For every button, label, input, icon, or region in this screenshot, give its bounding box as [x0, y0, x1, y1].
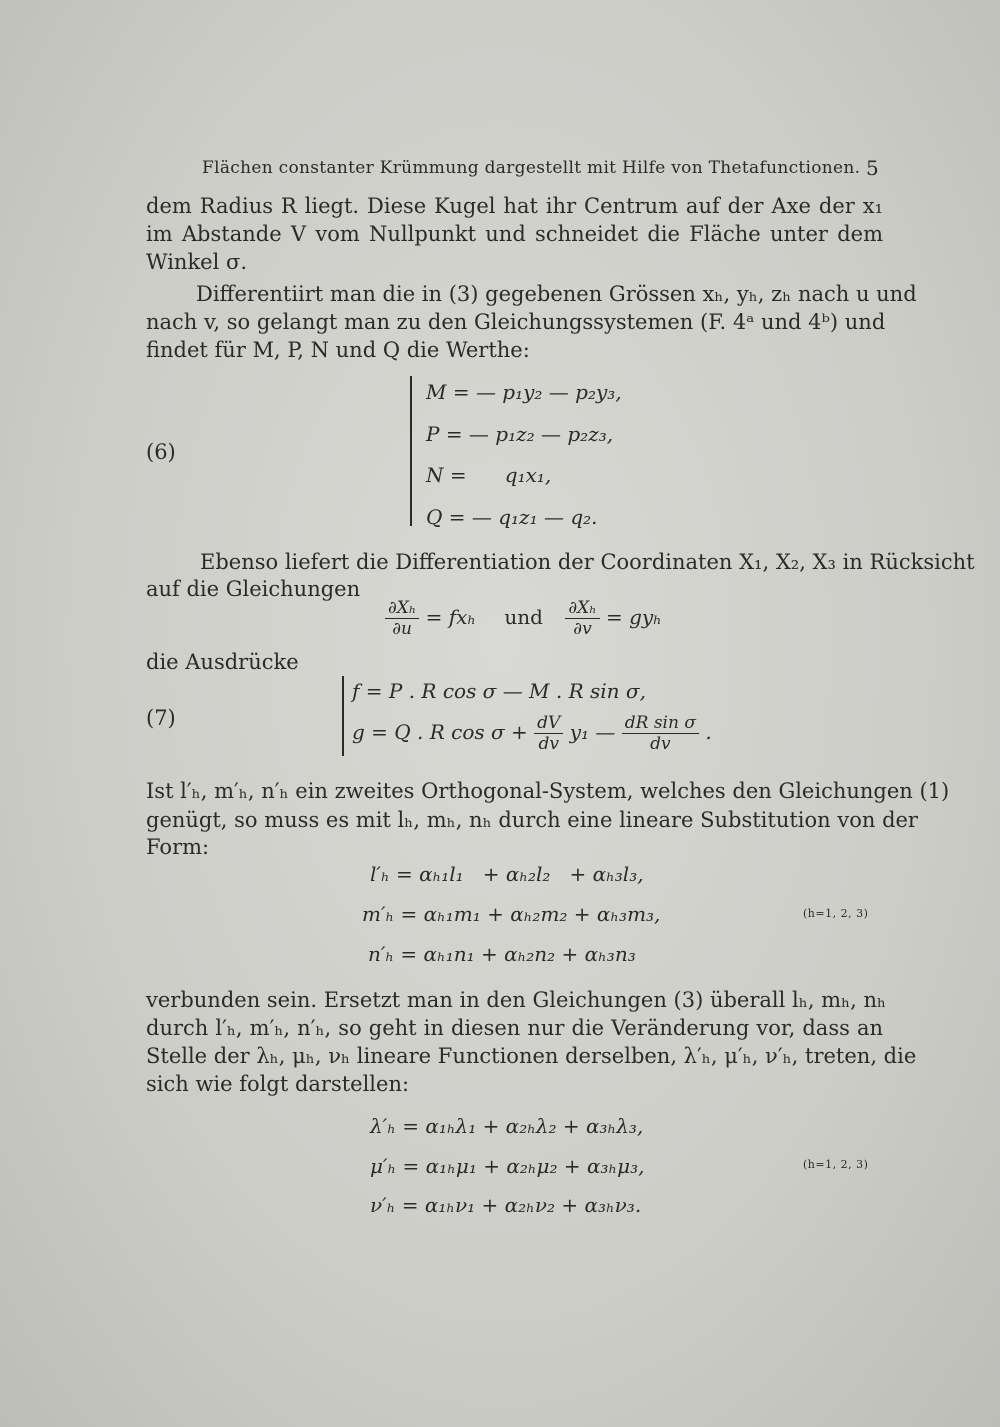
- para2-line2: nach v, so gelangt man zu den Gleichungssystemen (F. 4ᵃ und 4ᵇ) und: [146, 310, 886, 334]
- page-number: 5: [866, 156, 879, 180]
- equation-7-line-f: f = P . R cos σ — M . R sin σ,: [352, 679, 646, 703]
- equation-6-label: (6): [146, 440, 176, 464]
- equation-6-brace: [410, 376, 412, 526]
- para6-line2: durch l′ₕ, m′ₕ, n′ₕ, so geht in diesen nur die Veränderung vor, dass an: [146, 1016, 883, 1040]
- para3-line2: auf die Gleichungen: [146, 577, 361, 601]
- para5-line3: Form:: [146, 835, 210, 859]
- fraction-denominator: ∂v: [573, 619, 592, 639]
- fraction-denominator: dv: [538, 734, 559, 754]
- equation-sub2-line-nu: ν′ₕ = α₁ₕν₁ + α₂ₕν₂ + α₃ₕν₃.: [370, 1193, 642, 1217]
- para1-line3: Winkel σ.: [146, 250, 248, 274]
- equation-sub1-line-l: l′ₕ = αₕ₁l₁ + αₕ₂l₂ + αₕ₃l₃,: [370, 862, 644, 886]
- equation-diff: [385, 598, 662, 639]
- para6-line1: verbunden sein. Ersetzt man in den Gleichungen (3) überall lₕ, mₕ, nₕ: [146, 988, 887, 1012]
- equation-7-g-part-b: y₁ —: [569, 720, 616, 744]
- fraction-dxh-dv: [565, 598, 599, 639]
- equation-sub1-range: (h=1, 2, 3): [803, 907, 869, 920]
- fraction-dv-dv: [534, 713, 563, 754]
- fraction-denominator: dv: [650, 734, 671, 754]
- para1-line1: dem Radius R liegt. Diese Kugel hat ihr Centrum auf der Axe der x₁: [146, 194, 883, 218]
- fraction-drsin-dv: [622, 713, 699, 754]
- equation-6-line-p: P = — p₁z₂ — p₂z₃,: [426, 422, 614, 446]
- running-title: Flächen constanter Krümmung dargestellt mit Hilfe von Thetafunctionen.: [202, 158, 861, 178]
- para2-line1: Differentiirt man die in (3) gegebenen Grössen xₕ, yₕ, zₕ nach u und: [196, 282, 917, 306]
- equation-6-line-n: N = q₁x₁,: [426, 463, 552, 487]
- equation-diff-und: und: [504, 605, 543, 629]
- para5-line2: genügt, so muss es mit lₕ, mₕ, nₕ durch eine lineare Substitution von der: [146, 808, 918, 832]
- equation-sub2-range: (h=1, 2, 3): [803, 1158, 869, 1171]
- para4: die Ausdrücke: [146, 650, 299, 674]
- equation-sub2-line-mu: μ′ₕ = α₁ₕμ₁ + α₂ₕμ₂ + α₃ₕμ₃,: [370, 1154, 645, 1178]
- equation-sub1-line-n: n′ₕ = αₕ₁n₁ + αₕ₂n₂ + αₕ₃n₃: [368, 942, 636, 966]
- para2-line3: findet für M, P, N und Q die Werthe:: [146, 338, 530, 362]
- para1-line2: im Abstande V vom Nullpunkt und schneidet die Fläche unter dem: [146, 222, 883, 246]
- equation-6-line-q: Q = — q₁z₁ — q₂.: [426, 505, 598, 529]
- fraction-numerator: dR sin σ: [622, 713, 699, 734]
- equation-7-line-g: [352, 713, 712, 754]
- equation-sub2-line-lambda: λ′ₕ = α₁ₕλ₁ + α₂ₕλ₂ + α₃ₕλ₃,: [370, 1114, 644, 1138]
- equation-7-g-part-c: .: [705, 720, 712, 744]
- para5-line1: Ist l′ₕ, m′ₕ, n′ₕ ein zweites Orthogonal-System, welches den Gleichungen (1): [146, 779, 950, 803]
- fraction-numerator: ∂Xₕ: [565, 598, 599, 619]
- equation-diff-rhs1: = fxₕ: [425, 605, 477, 629]
- equation-7-g-part-a: g = Q . R cos σ +: [352, 720, 528, 744]
- para3-line1: Ebenso liefert die Differentiation der Coordinaten X₁, X₂, X₃ in Rücksicht: [200, 550, 975, 574]
- equation-7-brace: [342, 676, 344, 756]
- equation-6-line-m: M = — p₁y₂ — p₂y₃,: [426, 380, 622, 404]
- equation-sub1-line-m: m′ₕ = αₕ₁m₁ + αₕ₂m₂ + αₕ₃m₃,: [362, 902, 661, 926]
- fraction-numerator: ∂Xₕ: [385, 598, 419, 619]
- fraction-dxh-du: [385, 598, 419, 639]
- para6-line4: sich wie folgt darstellen:: [146, 1072, 410, 1096]
- equation-7-label: (7): [146, 706, 176, 730]
- para6-line3: Stelle der λₕ, μₕ, νₕ lineare Functionen derselben, λ′ₕ, μ′ₕ, ν′ₕ, treten, die: [146, 1044, 917, 1068]
- fraction-denominator: ∂u: [392, 619, 412, 639]
- equation-diff-rhs2: = gyₕ: [605, 605, 662, 629]
- fraction-numerator: dV: [534, 713, 563, 734]
